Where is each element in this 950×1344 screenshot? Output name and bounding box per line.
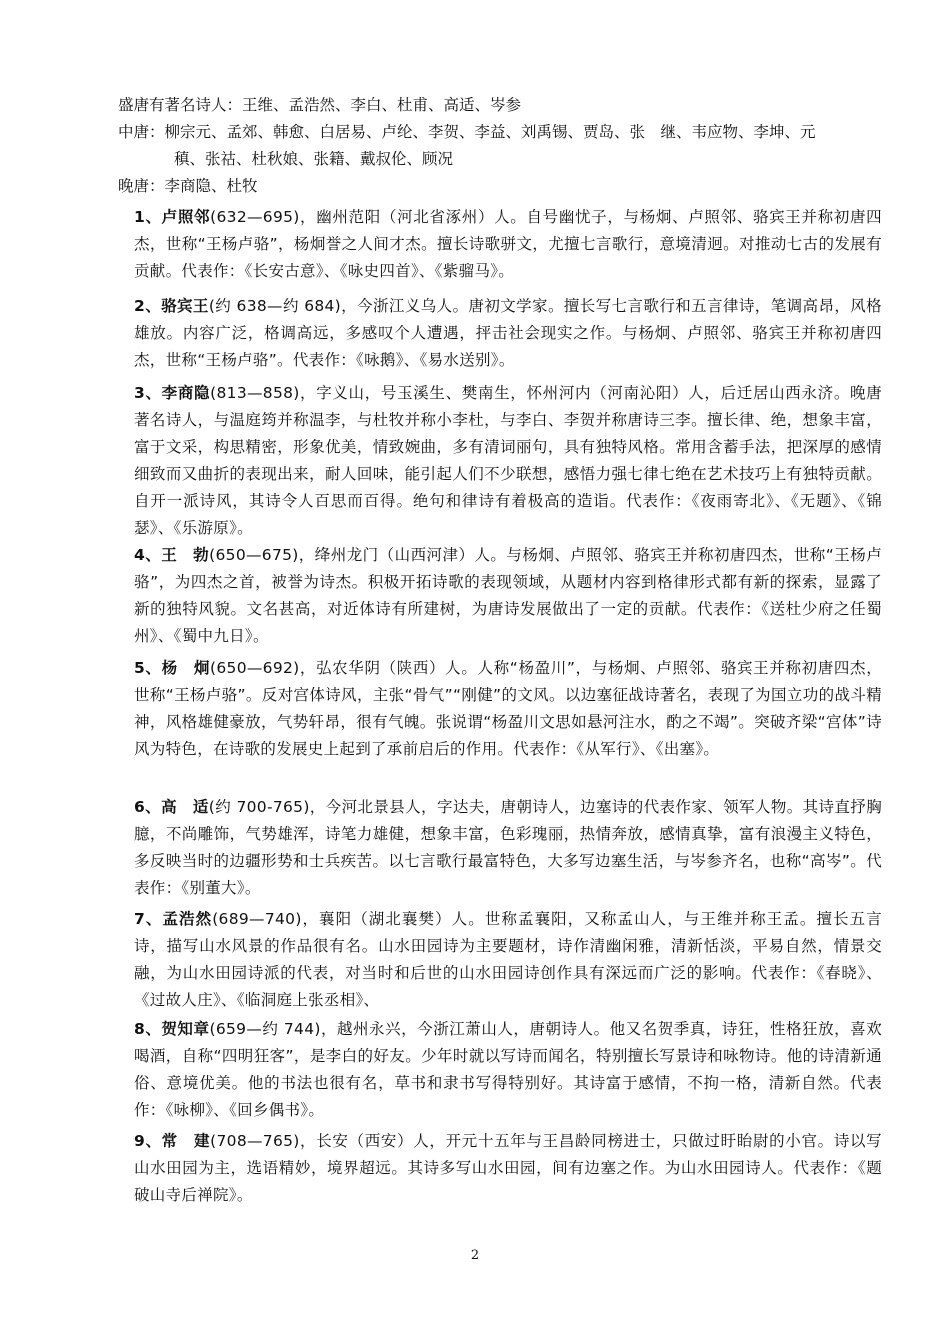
late-tang-poets: 晚唐：李商隐、杜牧 — [118, 177, 258, 195]
poet-entry-7 — [104, 906, 882, 1014]
entry-number: 7、 — [134, 910, 163, 928]
poet-description: (813—858)，字义山，号玉溪生、樊南生，怀州河内（河南沁阳）人，后迁居山西永济。晚唐著名诗人，与温庭筠并称温李，与杜牧并称小李杜，与李白、李贺并称唐诗三李。擅长律、绝，想象丰富，富于文采，构思精密，形象优美，情致婉曲，多有清词丽句，具有独特风格。常用含蓄手法，把深厚的感情细致而又曲折的表现出来，耐人回味，能引起人们不少联想，感悟力强七律七绝在艺术技巧上有独特贡献。自开一派诗风，其诗令人百思而百得。绝句和律诗有着极高的造诣。代表作：《夜雨寄北》、《无题》、《锦瑟》、《乐游原》。 — [134, 384, 882, 537]
poet-name: 李商隐 — [161, 384, 211, 402]
poet-entry-1 — [104, 204, 882, 285]
entry-number: 4、 — [134, 546, 162, 564]
poet-name: 高 适 — [161, 798, 209, 816]
poet-name: 孟浩然 — [162, 910, 213, 928]
poet-entry-2 — [104, 293, 882, 374]
poet-entry-8 — [104, 1016, 882, 1124]
poet-description: (632—695)，幽州范阳（河北省涿州）人。自号幽忧子，与杨炯、卢照邻、骆宾王并称初唐四杰，世称“王杨卢骆”，杨炯誉之人间才杰。擅长诗歌骈文，尤擅七言歌行，意境清迥。对推动七古的发展有贡献。代表作：《长安古意》、《咏史四首》、《紫骝马》。 — [134, 208, 882, 280]
entry-number: 1、 — [134, 208, 162, 226]
poet-description: (708—765)，长安（西安）人，开元十五年与王昌龄同榜进士，只做过盱眙尉的小官。诗以写山水田园为主，选语精妙，境界超远。其诗多写山水田园，间有边塞之作。为山水田园诗人。代表作：《题破山寺后禅院》。 — [134, 1132, 882, 1204]
poet-entry-9 — [104, 1128, 882, 1209]
poet-name: 王 勃 — [161, 546, 210, 564]
poet-name: 卢照邻 — [161, 208, 211, 226]
poet-name: 骆宾王 — [161, 297, 209, 315]
high-tang-poets: 盛唐有著名诗人：王维、孟浩然、李白、杜甫、高适、岑参 — [118, 96, 522, 114]
poet-entry-6 — [104, 794, 882, 902]
entry-number: 8、 — [134, 1020, 162, 1038]
poet-name: 贺知章 — [161, 1020, 210, 1038]
poet-entry-5 — [104, 655, 882, 763]
poet-description: (约 700-765)，今河北景县人，字达夫，唐朝诗人，边塞诗的代表作家、领军人物。其诗直抒胸臆，不尚雕饰，气势雄浑，诗笔力雄健，想象丰富，色彩瑰丽，热情奔放，感情真挚，富有浪漫主义特色，多反映当时的边疆形势和士兵疾苦。以七言歌行最富特色，大多写边塞生活，与岑参齐名，也称“高岑”。代表作：《别董大》。 — [134, 798, 883, 897]
page-number: 2 — [470, 1248, 480, 1263]
entry-number: 9、 — [134, 1132, 162, 1150]
poet-description: (650—692)，弘农华阴（陕西）人。人称“杨盈川”，与杨炯、卢照邻、骆宾王并称初唐四杰，世称“王杨卢骆”。反对宫体诗风，主张“骨气”“刚健”的文风。以边塞征战诗著名，表现了为国立功的战斗精神，风格雄健豪放，气势轩昂，很有气魄。张说谓“杨盈川文思如悬河注水，酌之不竭”。突破齐梁“宫体”诗风为特色，在诗歌的发展史上起到了承前启后的作用。代表作：《从军行》、《出塞》。 — [134, 659, 883, 758]
entry-number: 3、 — [134, 384, 162, 402]
poet-entry-3 — [104, 380, 882, 542]
era-poets-list — [118, 92, 888, 200]
entry-number: 6、 — [134, 798, 162, 816]
mid-tang-poets: 中唐：柳宗元、孟郊、韩愈、白居易、卢纶、李贺、李益、刘禹锡、贾岛、张 继、韦应物、李坤、元 — [118, 123, 816, 141]
poet-name: 常 建 — [161, 1132, 211, 1150]
entry-number: 2、 — [134, 297, 162, 315]
poet-description: (689—740)，襄阳（湖北襄樊）人。世称孟襄阳，又称孟山人，与王维并称王孟。擅长五言诗，描写山水风景的作品很有名。山水田园诗为主要题材，诗作清幽闲雅，清新恬淡，平易自然，情景交融，为山水田园诗派的代表，对当时和后世的山水田园诗创作具有深远而广泛的影响。代表作：《春晓》、《过故人庄》、《临洞庭上张丞相》、 — [134, 910, 882, 1009]
mid-tang-poets-continued: 稹、张祜、杜秋娘、张籍、戴叔伦、顾况 — [174, 150, 454, 168]
entry-number: 5、 — [134, 659, 162, 677]
poet-name: 杨 炯 — [161, 659, 211, 677]
poet-description: (659—约 744)，越州永兴，今浙江萧山人，唐朝诗人。他又名贺季真，诗狂，性格狂放，喜欢喝酒，自称“四明狂客”，是李白的好友。少年时就以写诗而闻名，特别擅长写景诗和咏物诗。他的诗清新通俗、意境优美。他的书法也很有名，草书和隶书写得特别好。其诗富于感情，不拘一格，清新自然。代表作：《咏柳》、《回乡偶书》。 — [134, 1020, 883, 1119]
poet-description: (约 638—约 684)，今浙江义乌人。唐初文学家。擅长写七言歌行和五言律诗，笔调高昂，风格雄放。内容广泛，格调高远，多感叹个人遭遇，抨击社会现实之作。与杨炯、卢照邻、骆宾王并称初唐四杰，世称“王杨卢骆”。代表作：《咏鹅》、《易水送别》。 — [134, 297, 882, 369]
poet-entry-4 — [104, 542, 882, 650]
poet-description: (650—675)，绛州龙门（山西河津）人。与杨炯、卢照邻、骆宾王并称初唐四杰，世称“王杨卢骆”，为四杰之首，被誉为诗杰。积极开拓诗歌的表现领域，从题材内容到格律形式都有新的探索，显露了新的独特风貌。文名甚高，对近体诗有所建树，为唐诗发展做出了一定的贡献。代表作：《送杜少府之任蜀州》、《蜀中九日》。 — [134, 546, 883, 645]
